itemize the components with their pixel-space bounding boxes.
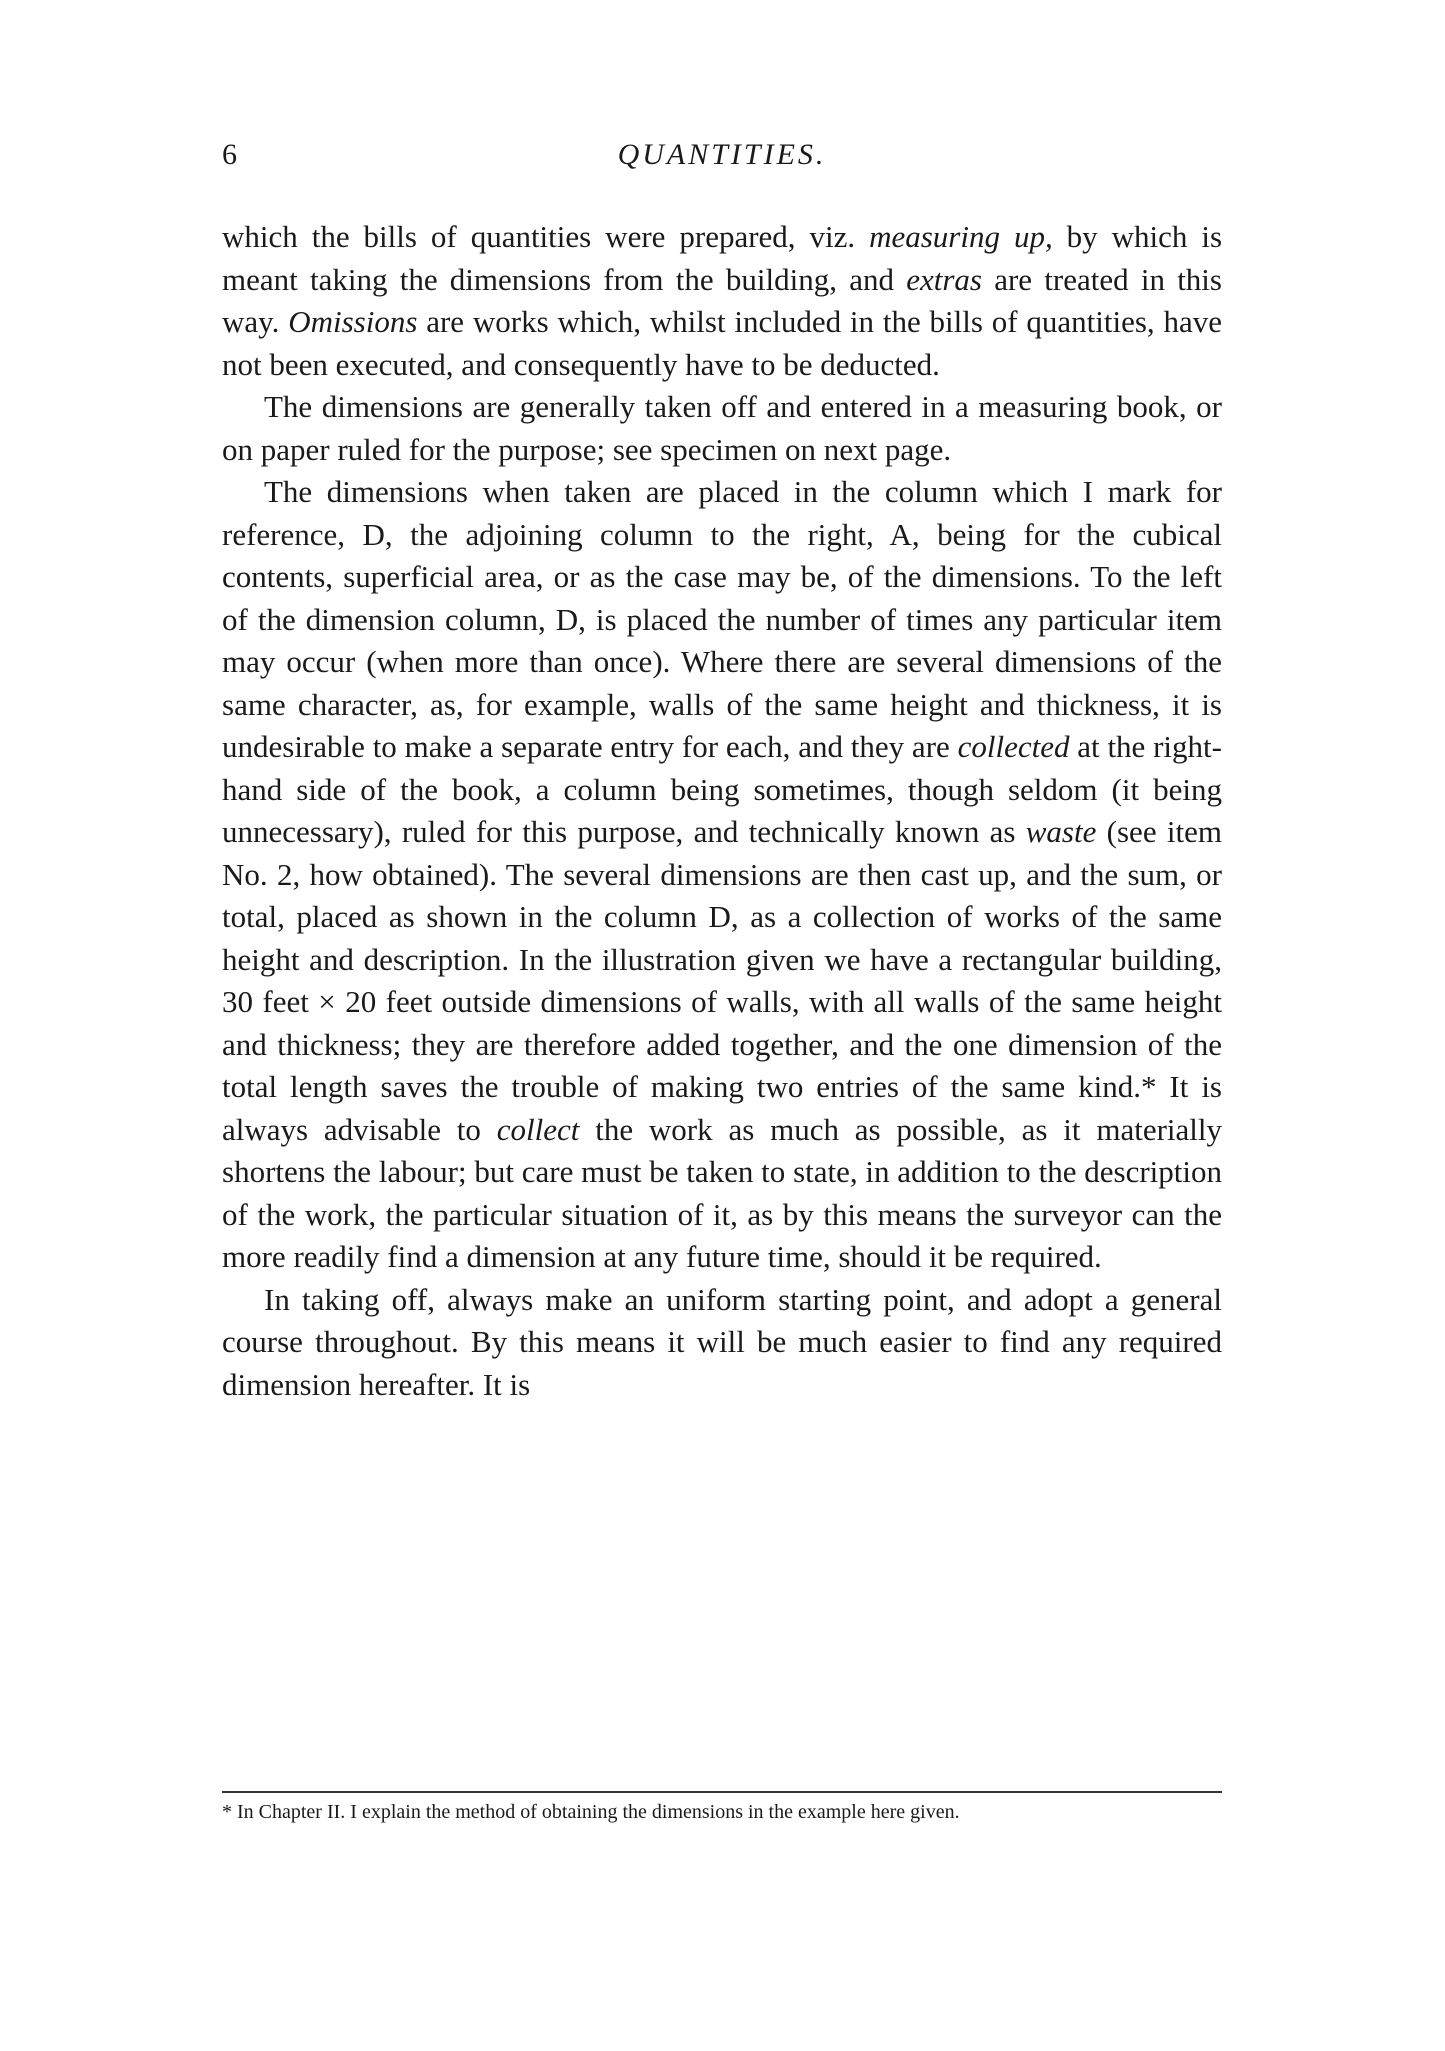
italic-term: collect: [496, 1111, 580, 1147]
text-run: at the right-hand side of the book, a column being sometimes, though seldom (it being unnecessary), ruled for this purpose, and technically known as: [222, 729, 1222, 849]
text-run: the work as much as possible, as it materially shortens the labour; but care must be taken to state, in addition to the description of the work, the particular situation of it, as by this means the surveyor can the more readily find a dimension at any future time, should it be required.: [222, 1111, 1222, 1274]
text-run: are works which, whilst included in the bills of quantities, have not been executed, and consequently have to be deducted.: [222, 304, 1223, 382]
italic-term: extras: [906, 261, 982, 297]
page-number: 6: [222, 138, 237, 171]
text-run: are treated in this way.: [222, 261, 1222, 339]
text-run: by which is meant taking the dimensions from the building, and: [222, 219, 1223, 297]
italic-term: measuring up,: [869, 219, 1053, 254]
paragraph-2: [222, 386, 1222, 471]
italic-term: collected: [957, 729, 1070, 764]
italic-term: waste: [1025, 814, 1097, 849]
paragraph-1: [222, 216, 1222, 386]
italic-term: Omissions: [288, 304, 418, 339]
running-head: [222, 138, 1222, 178]
text-run: The dimensions when taken are placed in the column which I mark for reference, D, the adjoining column to the right, A, being for the cubical contents, superficial area, or as the case may be, of the dimensions. To the left of the dimension column, D, is placed the number of times any particular item may occur (when more than once). Where there are several dimensions of the same character, as, for example, walls of the same height and thickness, it is undesirable to make a separate entry for each, and they are: [222, 474, 1222, 764]
text-run: The dimensions are generally taken off and entered in a measuring book, or on paper ruled for the purpose; see specimen on next page.: [222, 389, 1222, 467]
text-run: which the bills of quantities were prepared, viz.: [222, 219, 870, 254]
text-run: (see item No. 2, how obtained). The several dimensions are then cast up, and the sum, or total, placed as shown in the column D, as a collection of works of the same height and description. In the illustration given we have a rectangular building, 30 feet × 20 feet outside dimensions of walls, with all walls of the same height and thickness; they are therefore added together, and the one dimension of the total length saves the trouble of making two entries of the same kind.* It is always advisable to: [222, 814, 1222, 1147]
body-text: [222, 216, 1222, 1406]
paragraph-4: [222, 1279, 1222, 1407]
footnote: * In Chapter II. I explain the method of obtaining the dimensions in the example here given.: [222, 1801, 960, 1823]
text-run: In taking off, always make an uniform starting point, and adopt a general course throughout. By this means it will be much easier to find any required dimension hereafter. It is: [222, 1281, 1222, 1402]
running-title: QUANTITIES.: [617, 138, 827, 171]
footnote-rule: [222, 1791, 1222, 1793]
paragraph-3: [222, 471, 1222, 1279]
